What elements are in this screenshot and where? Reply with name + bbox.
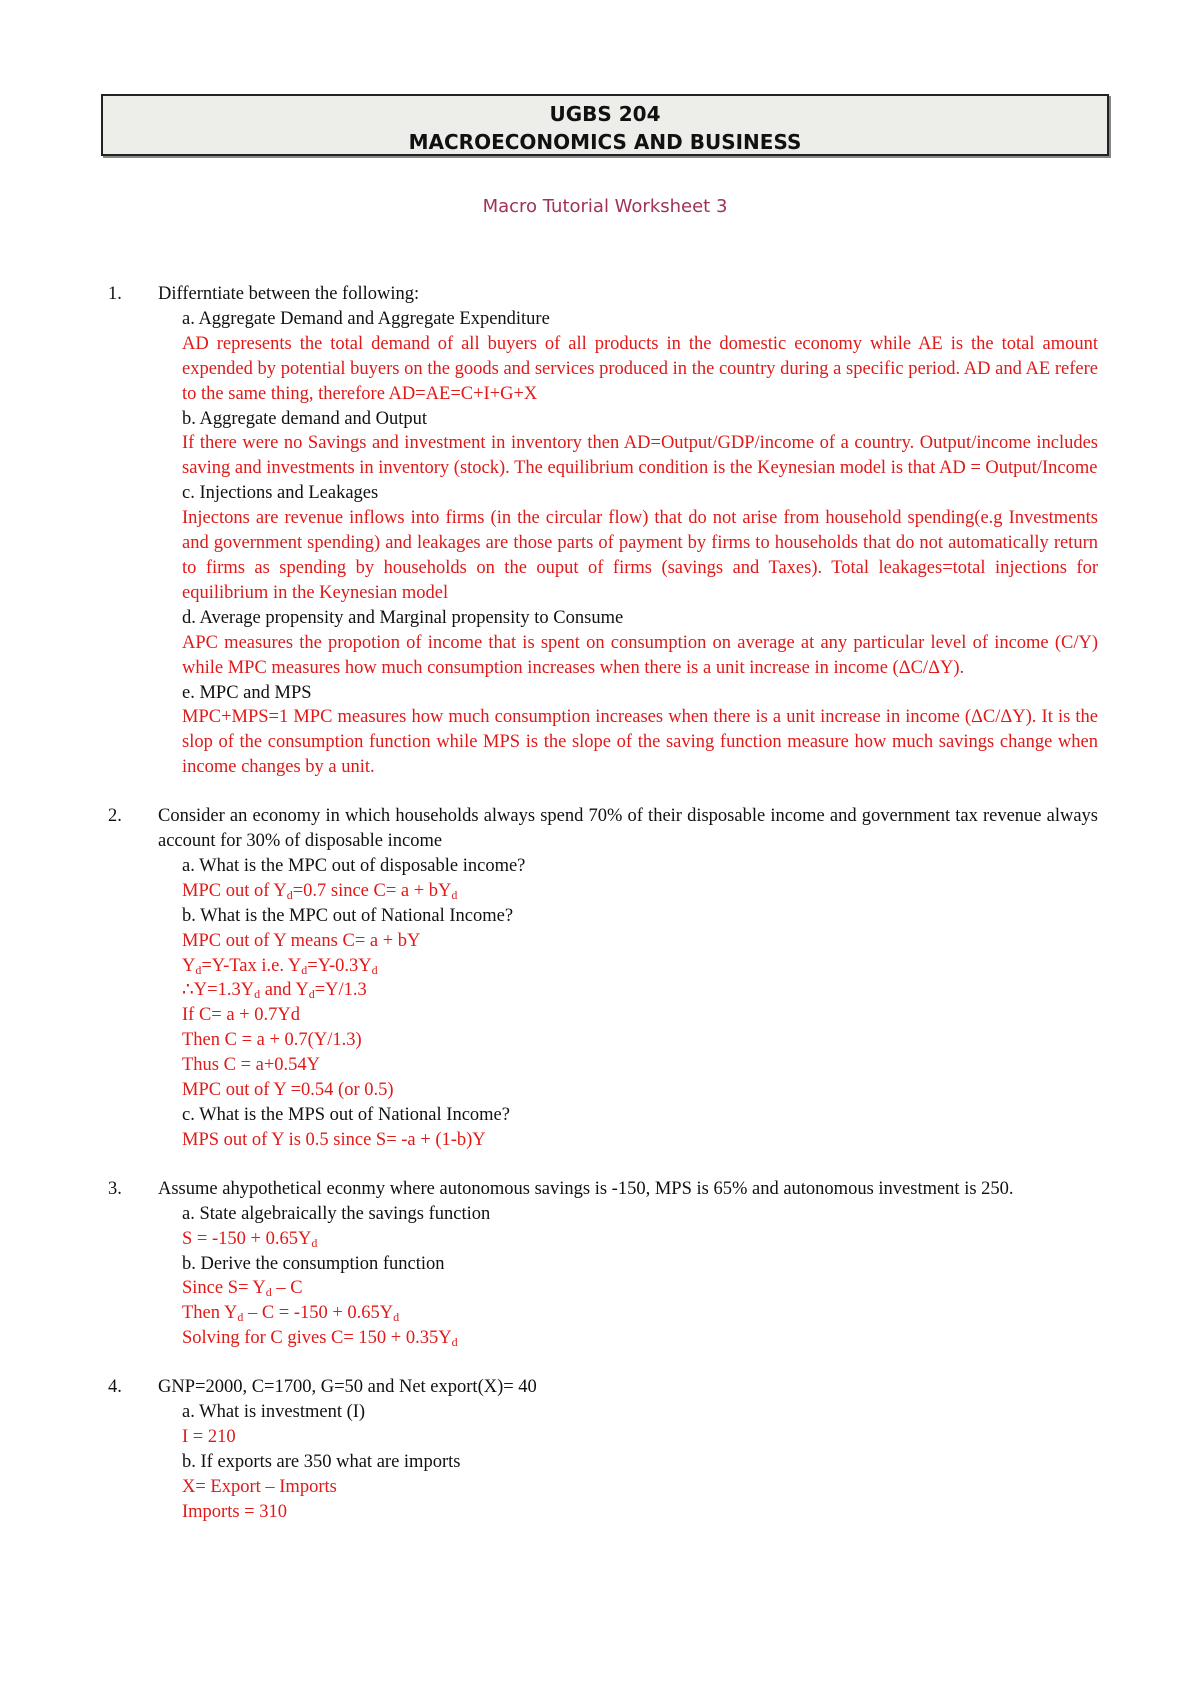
sub-question-label: b. What is the MPC out of National Income? — [182, 905, 514, 926]
sub-question-label: b. Aggregate demand and Output — [182, 408, 428, 429]
question-number: 4. — [108, 1377, 122, 1398]
sub-question-label: c. Injections and Leakages — [182, 483, 379, 504]
question-1 — [108, 282, 1098, 780]
sub-question-label: a. What is the MPC out of disposable income? — [182, 855, 526, 876]
answer-line: If C= a + 0.7Yd — [182, 1005, 300, 1026]
question-2 — [108, 804, 1098, 1153]
question-stem: Assume ahypothetical econmy where autonomous savings is -150, MPS is 65% and autonomous investment is 250. — [158, 1178, 1014, 1199]
answer-line: MPC out of Y means C= a + bY — [182, 930, 421, 951]
sub-questions — [158, 1400, 1098, 1525]
question-number: 2. — [108, 806, 122, 827]
answer-line: MPC out of Y =0.54 (or 0.5) — [182, 1080, 394, 1101]
answer-line: Then $Y_d - C = -150 + 0.65Y_d$ — [182, 1303, 400, 1325]
question-number: 1. — [108, 284, 122, 304]
answer-text: Injectons are revenue inflows into firms (in the circular flow) that do not arise from household spending(e.g Investments and government spending) and leakages are those parts of payment by firms to households that do not automatically return to firms as spending by households on the ouput of firms (savings and Taxes). Total leakages=total injections for equilibrium in the Keynesian model — [182, 508, 1098, 603]
sub-questions — [158, 307, 1098, 780]
answer-line: MPS out of Y is 0.5 since S= -a + (1-b)Y — [182, 1129, 486, 1150]
answer-line: $\therefore Y=1.3Y_d$ and $Y_d=Y/1.3$ — [182, 980, 367, 1002]
sub-questions — [158, 1202, 1098, 1351]
question-3 — [108, 1177, 1098, 1351]
answer-text: APC measures the propotion of income that is spent on consumption on average at any particular level of income (C/Y) while MPC measures how much consumption increases when there is a unit increase in income (ΔC/ΔY). — [182, 632, 1098, 678]
worksheet-content — [108, 282, 1098, 1549]
answer-line: X= Export – Imports — [182, 1476, 337, 1497]
sub-question-label: a. What is investment (I) — [182, 1402, 366, 1423]
sub-question-label: b. If exports are 350 what are imports — [182, 1451, 461, 1472]
answer-line: Solving for C gives $C= 150 + 0.35Y_d$ — [182, 1328, 458, 1350]
answer-line: $S = -150 + 0.65Y_d$ — [182, 1228, 318, 1250]
sub-question-label: a. State algebraically the savings function — [182, 1203, 491, 1224]
sub-question-label: e. MPC and MPS — [182, 682, 312, 703]
sub-question-label: c. What is the MPS out of National Income? — [182, 1105, 510, 1125]
question-stem: GNP=2000, C=1700, G=50 and Net export(X)= 40 — [158, 1377, 537, 1398]
answer-text: MPC+MPS=1 MPC measures how much consumption increases when there is a unit increase in income (ΔC/ΔY). It is the slop of the consumption function while MPS is the slope of the saving function measure how much savings change when income changes by a unit. — [182, 707, 1098, 778]
sub-questions — [158, 854, 1098, 1153]
answer-line: Thus C = a+0.54Y — [182, 1055, 321, 1076]
question-stem: Consider an economy in which households always spend 70% of their disposable income and government tax revenue always account for 30% of disposable income — [158, 806, 1098, 852]
course-code: UGBS 204 — [549, 102, 661, 126]
course-header-box — [101, 94, 1109, 156]
answer-line: Since $S= Y_d - C$ — [182, 1278, 303, 1300]
course-title: MACROECONOMICS AND BUSINESS — [408, 130, 802, 154]
sub-question-label: a. Aggregate Demand and Aggregate Expenditure — [182, 308, 550, 329]
sub-question-label: b. Derive the consumption function — [182, 1253, 445, 1274]
answer-text: If there were no Savings and investment in inventory then AD=Output/GDP/income of a country. Output/income includes saving and investments in inventory (stock). The equilibrium condition is the Keynesian model is that AD = Output/Income — [182, 433, 1098, 479]
answer-line: MPC out of $Y_d=0.7$ since $C= a + bY_d$ — [182, 880, 458, 902]
answer-line: $Y_d=Y$-Tax i.e. $Y_d=Y-0.3Y_d$ — [182, 955, 378, 977]
question-number: 3. — [108, 1178, 122, 1199]
answer-line: I = 210 — [182, 1426, 236, 1447]
answer-line: Then C = a + 0.7(Y/1.3) — [182, 1030, 362, 1051]
worksheet-title: Macro Tutorial Worksheet 3 — [482, 196, 728, 217]
question-stem: Differntiate between the following: — [158, 284, 420, 304]
question-4 — [108, 1375, 1098, 1524]
sub-question-label: d. Average propensity and Marginal propensity to Consume — [182, 607, 624, 628]
answer-line: Imports = 310 — [182, 1501, 287, 1522]
answer-text: AD represents the total demand of all buyers of all products in the domestic economy while AE is the total amount expended by potential buyers on the goods and services produced in the country during a specific period. AD and AE refere to the same thing, therefore AD=AE=C+I+G+X — [182, 333, 1098, 404]
